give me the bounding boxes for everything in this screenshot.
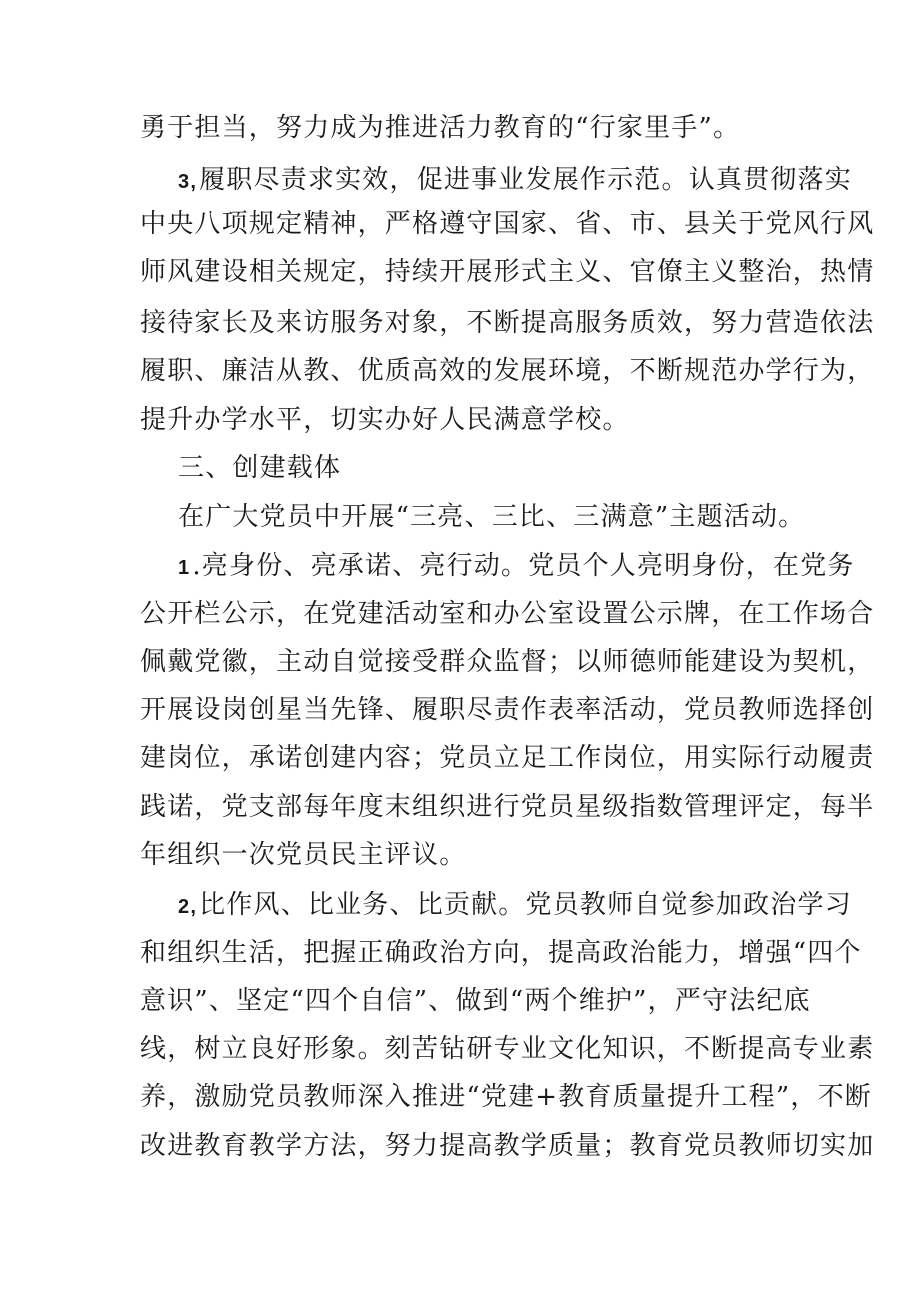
section-heading: 三、创建载体 (178, 453, 342, 483)
paragraph-line: 师风建设相关规定，持续开展形式主义、官僚主义整治，热情 (140, 257, 875, 287)
paragraph-line: 践诺，党支部每年度末组织进行党员星级指数管理评定，每半 (140, 792, 875, 822)
paragraph-line: 意识”、坚定“四个自信”、做到“两个维护”，严守法纪底 (140, 986, 811, 1016)
paragraph-line: 养，激励党员教师深入推进“党建+教育质量提升工程”，不断 (140, 1082, 872, 1112)
item-number: 1 (178, 557, 191, 579)
paragraph-line: 公开栏公示，在党建活动室和办公室设置公示牌，在工作场合 (140, 599, 875, 629)
paragraph-line: 勇于担当，努力成为推进活力教育的“行家里手”。 (140, 113, 741, 143)
paragraph-line: 在广大党员中开展“三亮、三比、三满意”主题活动。 (178, 502, 806, 532)
paragraph-line: 接待家长及来访服务对象，不断提高服务质效，努力营造依法 (140, 308, 875, 338)
paragraph-line: 开展设岗创星当先锋、履职尽责作表率活动，党员教师选择创 (140, 695, 875, 725)
paragraph-line: 1.亮身份、亮承诺、亮行动。党员个人亮明身份，在党务 (178, 550, 855, 584)
paragraph-line: 中央八项规定精神，严格遵守国家、省、市、县关于党风行风 (140, 209, 875, 239)
paragraph-line: 履职、廉洁从教、优质高效的发展环境，不断规范办学行为， (140, 356, 875, 386)
paragraph-line: 2,比作风、比业务、比贡献。党员教师自觉参加政治学习 (178, 889, 852, 923)
item-number: 2, (178, 896, 198, 918)
paragraph-line: 建岗位，承诺创建内容；党员立足工作岗位，用实际行动履责 (140, 743, 875, 773)
paragraph-line: 线，树立良好形象。刻苦钻研专业文化知识，不断提高专业素 (140, 1034, 875, 1064)
paragraph-line: 3,履职尽责求实效，促进事业发展作示范。认真贯彻落实 (178, 164, 852, 198)
paragraph-line: 佩戴党徽，主动自觉接受群众监督；以师德师能建设为契机， (140, 647, 875, 677)
item-number: 3, (178, 171, 198, 193)
paragraph-line: 改进教育教学方法，努力提高教学质量；教育党员教师切实加 (140, 1131, 875, 1161)
paragraph-line: 年组织一次党员民主评议。 (140, 840, 467, 870)
paragraph-line: 提升办学水平，切实办好人民满意学校。 (140, 405, 630, 435)
paragraph-line: 和组织生活，把握正确政治方向，提高政治能力，增强“四个 (140, 938, 862, 968)
